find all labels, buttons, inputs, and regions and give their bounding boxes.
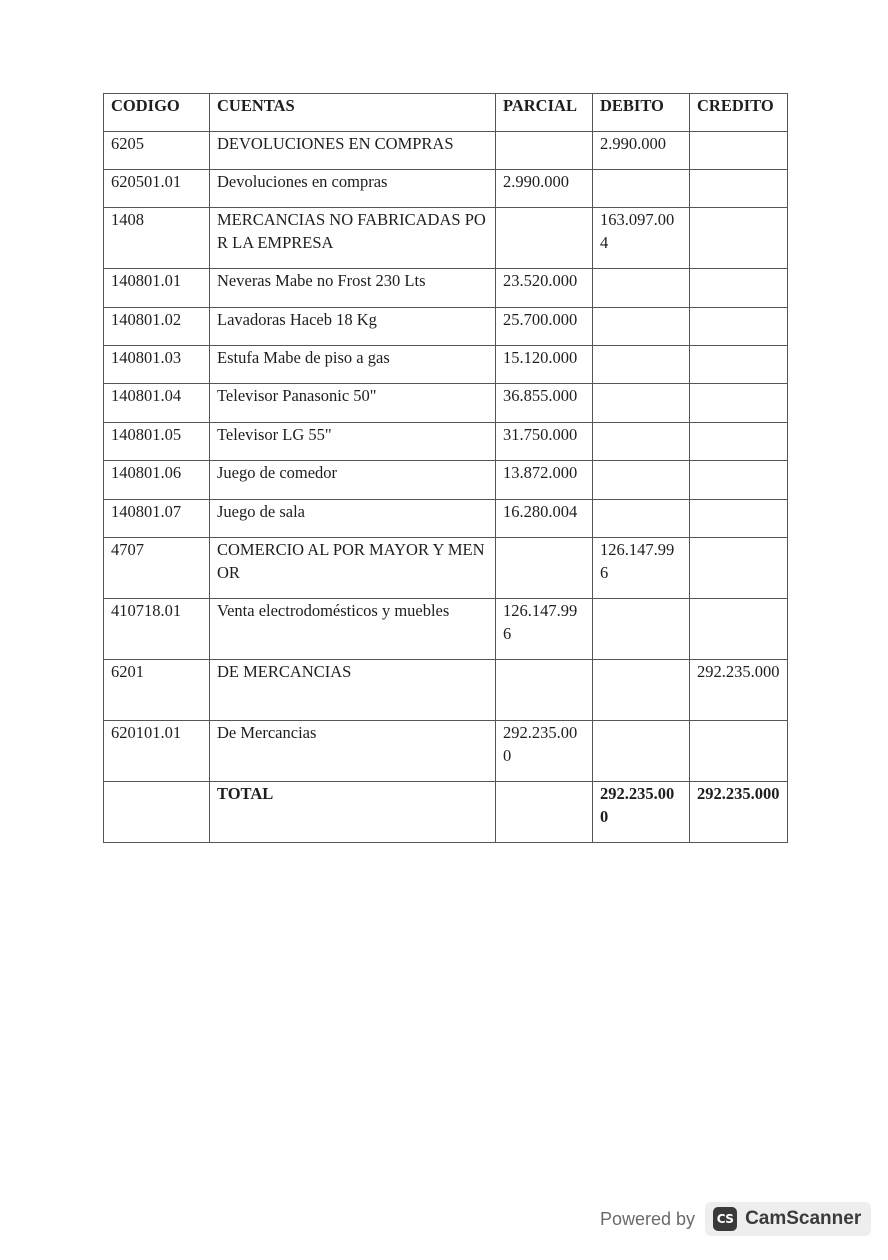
cell-credito [690,308,788,346]
cell-cuenta: Neveras Mabe no Frost 230 Lts [210,269,496,308]
cell-debito: 163.097.004 [593,208,690,269]
header-debito: DEBITO [593,94,690,132]
cell-credito [690,500,788,538]
cell-debito [593,660,690,721]
total-label: TOTAL [210,782,496,843]
cell-cuenta: De Mercancias [210,721,496,782]
cell-cuenta: Televisor Panasonic 50" [210,384,496,423]
cell-parcial [496,538,593,599]
cell-codigo: 1408 [104,208,210,269]
total-debito: 292.235.000 [593,782,690,843]
cell-credito [690,423,788,461]
table-row [104,423,788,461]
camscanner-brand: CamScanner [745,1208,862,1229]
cell-debito: 126.147.996 [593,538,690,599]
cell-parcial: 15.120.000 [496,346,593,384]
cell-parcial: 2.990.000 [496,170,593,208]
cell-cuenta: Lavadoras Haceb 18 Kg [210,308,496,346]
cell-cuenta: Televisor LG 55" [210,423,496,461]
header-parcial: PARCIAL [496,94,593,132]
cell-parcial: 16.280.004 [496,500,593,538]
table-row [104,500,788,538]
cell-debito [593,721,690,782]
cell-parcial: 23.520.000 [496,269,593,308]
cell-parcial: 13.872.000 [496,461,593,500]
header-cuentas: CUENTAS [210,94,496,132]
table-row [104,132,788,170]
cell-parcial [496,208,593,269]
cell-credito [690,721,788,782]
cell-cuenta: Venta electrodomésticos y muebles [210,599,496,660]
cell-parcial: 126.147.996 [496,599,593,660]
cell-codigo: 410718.01 [104,599,210,660]
table-row [104,660,788,721]
cell-codigo: 620101.01 [104,721,210,782]
cell-credito [690,170,788,208]
cell-parcial: 292.235.000 [496,721,593,782]
total-codigo [104,782,210,843]
cell-cuenta: Juego de comedor [210,461,496,500]
cell-debito [593,384,690,423]
cell-debito [593,346,690,384]
cell-codigo: 140801.07 [104,500,210,538]
cell-credito [690,538,788,599]
cell-debito [593,423,690,461]
cell-parcial: 36.855.000 [496,384,593,423]
cell-cuenta: Devoluciones en compras [210,170,496,208]
cell-debito [593,461,690,500]
cell-debito [593,308,690,346]
cell-codigo: 6205 [104,132,210,170]
cell-parcial: 25.700.000 [496,308,593,346]
cell-codigo: 4707 [104,538,210,599]
cell-cuenta: DEVOLUCIONES EN COMPRAS [210,132,496,170]
cell-codigo: 620501.01 [104,170,210,208]
header-credito: CREDITO [690,94,788,132]
table-row [104,599,788,660]
cell-codigo: 140801.02 [104,308,210,346]
total-parcial [496,782,593,843]
table-row [104,170,788,208]
table-row [104,721,788,782]
cell-parcial [496,660,593,721]
camscanner-badge [705,1202,871,1236]
cell-cuenta: Juego de sala [210,500,496,538]
cell-codigo: 6201 [104,660,210,721]
table-row [104,269,788,308]
total-credito: 292.235.000 [690,782,788,843]
cell-credito [690,269,788,308]
cell-credito [690,208,788,269]
cell-credito [690,346,788,384]
cell-credito: 292.235.000 [690,660,788,721]
cell-cuenta: COMERCIO AL POR MAYOR Y MENOR [210,538,496,599]
cell-parcial [496,132,593,170]
table-total-row [104,782,788,843]
cell-debito [593,170,690,208]
cell-debito [593,269,690,308]
cell-codigo: 140801.06 [104,461,210,500]
cell-credito [690,461,788,500]
cell-codigo: 140801.03 [104,346,210,384]
table-row [104,461,788,500]
table-row [104,346,788,384]
camscanner-logo-icon: CS [713,1207,737,1231]
camscanner-watermark [600,1202,871,1236]
table-row [104,538,788,599]
cell-credito [690,132,788,170]
header-codigo: CODIGO [104,94,210,132]
cell-cuenta: DE MERCANCIAS [210,660,496,721]
cell-debito: 2.990.000 [593,132,690,170]
table-row [104,384,788,423]
cell-codigo: 140801.04 [104,384,210,423]
cell-codigo: 140801.01 [104,269,210,308]
cell-credito [690,384,788,423]
powered-by-text: Powered by [600,1208,696,1229]
table-row [104,208,788,269]
cell-cuenta: MERCANCIAS NO FABRICADAS POR LA EMPRESA [210,208,496,269]
table-header-row [104,94,788,132]
cell-parcial: 31.750.000 [496,423,593,461]
cell-codigo: 140801.05 [104,423,210,461]
cell-credito [690,599,788,660]
cell-debito [593,599,690,660]
cell-debito [593,500,690,538]
cell-cuenta: Estufa Mabe de piso a gas [210,346,496,384]
accounting-table [103,93,788,843]
table-row [104,308,788,346]
